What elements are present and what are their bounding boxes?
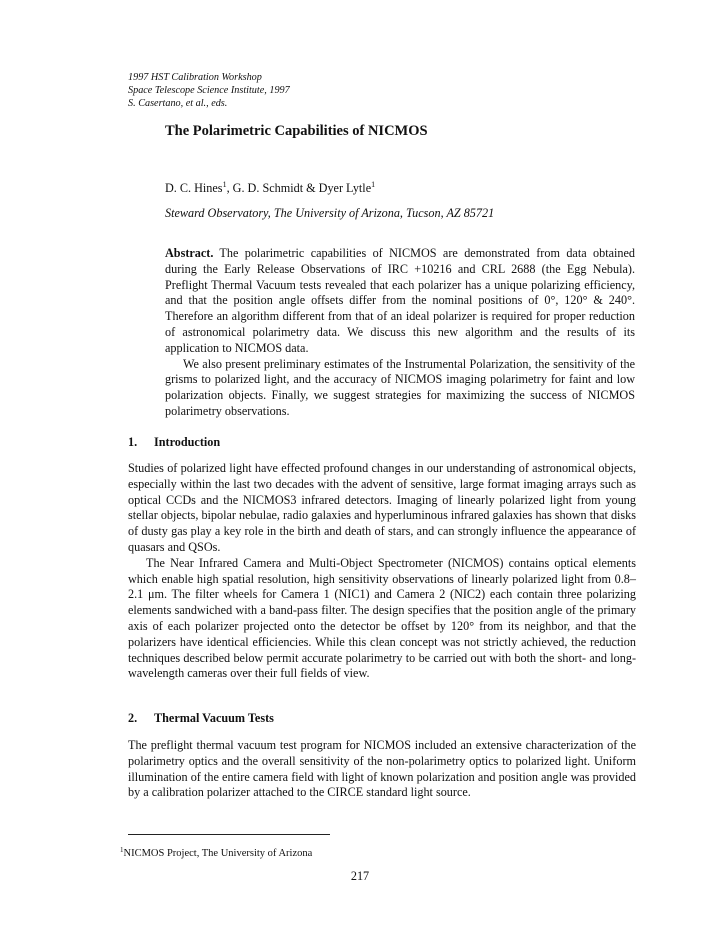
header-line-institute: Space Telescope Science Institute, 1997 <box>128 85 290 96</box>
section-title: Introduction <box>154 435 221 449</box>
body-paragraph: The Near Infrared Camera and Multi-Object Spectrometer (NICMOS) contains optical elements which enable high spatial resolution, high sensitivity observations of linearly polarized light from 0.8–2.1 μm. The filter wheels for Camera 1 (NIC1) and Camera 2 (NIC2) each contain three polarizing elements sandwiched with a band-pass filter. The design specifies that the position angle of the primary axis of each polarizer projected onto the detector be offset by 120° from its neighbor, and that the polarizers have identical efficiencies. While this clean concept was not strictly achieved, the reduction techniques described below permit accurate polarimetry to be carried out with both the short- and long-wavelength cameras over their full fields of view. <box>128 555 636 681</box>
section-body-thermal-vacuum <box>128 738 636 801</box>
section-body-introduction <box>128 461 636 682</box>
proceedings-header <box>128 71 290 110</box>
footnote-rule <box>128 834 330 835</box>
section-heading-introduction <box>128 434 220 450</box>
section-title: Thermal Vacuum Tests <box>154 711 274 725</box>
footnote <box>120 847 312 860</box>
page-number: 217 <box>350 869 370 883</box>
header-line-editors: S. Casertano, et al., eds. <box>128 98 228 109</box>
author-footnote-mark: 1 <box>222 180 227 189</box>
footnote-mark: 1 <box>120 846 124 854</box>
abstract-label: Abstract. <box>165 246 214 260</box>
abstract <box>165 246 635 420</box>
abstract-text: The polarimetric capabilities of NICMOS are demonstrated from data obtained during the Early Release Observations of IRC +10216 and CRL 2688 (the Egg Nebula). Preflight Thermal Vacuum tests revealed that each polarizer has a unique polarizing efficiency, and that the position angle offsets differ from the nominal positions of 0°, 120° & 240°. Therefore an algorithm different from that of an ideal polarizer is required for proper reduction of astronomical polarimetry data. We discuss this new algorithm and the results of its application to NICMOS data. <box>165 246 635 355</box>
paper-title: The Polarimetric Capabilities of NICMOS <box>165 123 428 139</box>
section-number: 1. <box>128 435 138 449</box>
header-line-workshop: 1997 HST Calibration Workshop <box>128 72 262 83</box>
author-list <box>165 180 635 196</box>
section-heading-thermal-vacuum <box>128 710 274 726</box>
body-paragraph: Studies of polarized light have effected profound changes in our understanding of astronomical objects, especially within the last two decades with the advent of sensitive, large format imaging arrays such as optical CCDs and the NICMOS3 infrared detectors. Imaging of linearly polarized light from young stellar objects, bipolar nebulae, radio galaxies and hyperluminous infrared galaxies has shown that disks of dusty gas play a key role in the birth and death of stars, and can strongly influence the appearance of quasars and QSOs. <box>128 461 637 554</box>
affiliation: Steward Observatory, The University of Arizona, Tucson, AZ 85721 <box>165 206 495 220</box>
abstract-paragraph: We also present preliminary estimates of the Instrumental Polarization, the sensitivity of the grisms to polarized light, and the accuracy of NICMOS imaging polarimetry for faint and low polarization objects. Finally, we suggest strategies for maximizing the success of NICMOS polarimetry observations. <box>165 356 635 418</box>
author-schmidt-lytle: , G. D. Schmidt & Dyer Lytle <box>226 181 372 195</box>
author-hines: D. C. Hines <box>165 181 223 195</box>
section-number: 2. <box>128 711 138 725</box>
footnote-text: NICMOS Project, The University of Arizona <box>123 848 313 859</box>
author-footnote-mark: 1 <box>371 180 376 189</box>
body-paragraph: The preflight thermal vacuum test program for NICMOS included an extensive characterization of the polarimetry optics and the overall sensitivity of the non-polarimetry optics to polarized light. Uniform illumination of the entire camera field with light of known polarization and position angle was provided by a calibration polarizer attached to the CIRCE standard light source. <box>128 738 636 800</box>
abstract-paragraph <box>165 246 635 357</box>
